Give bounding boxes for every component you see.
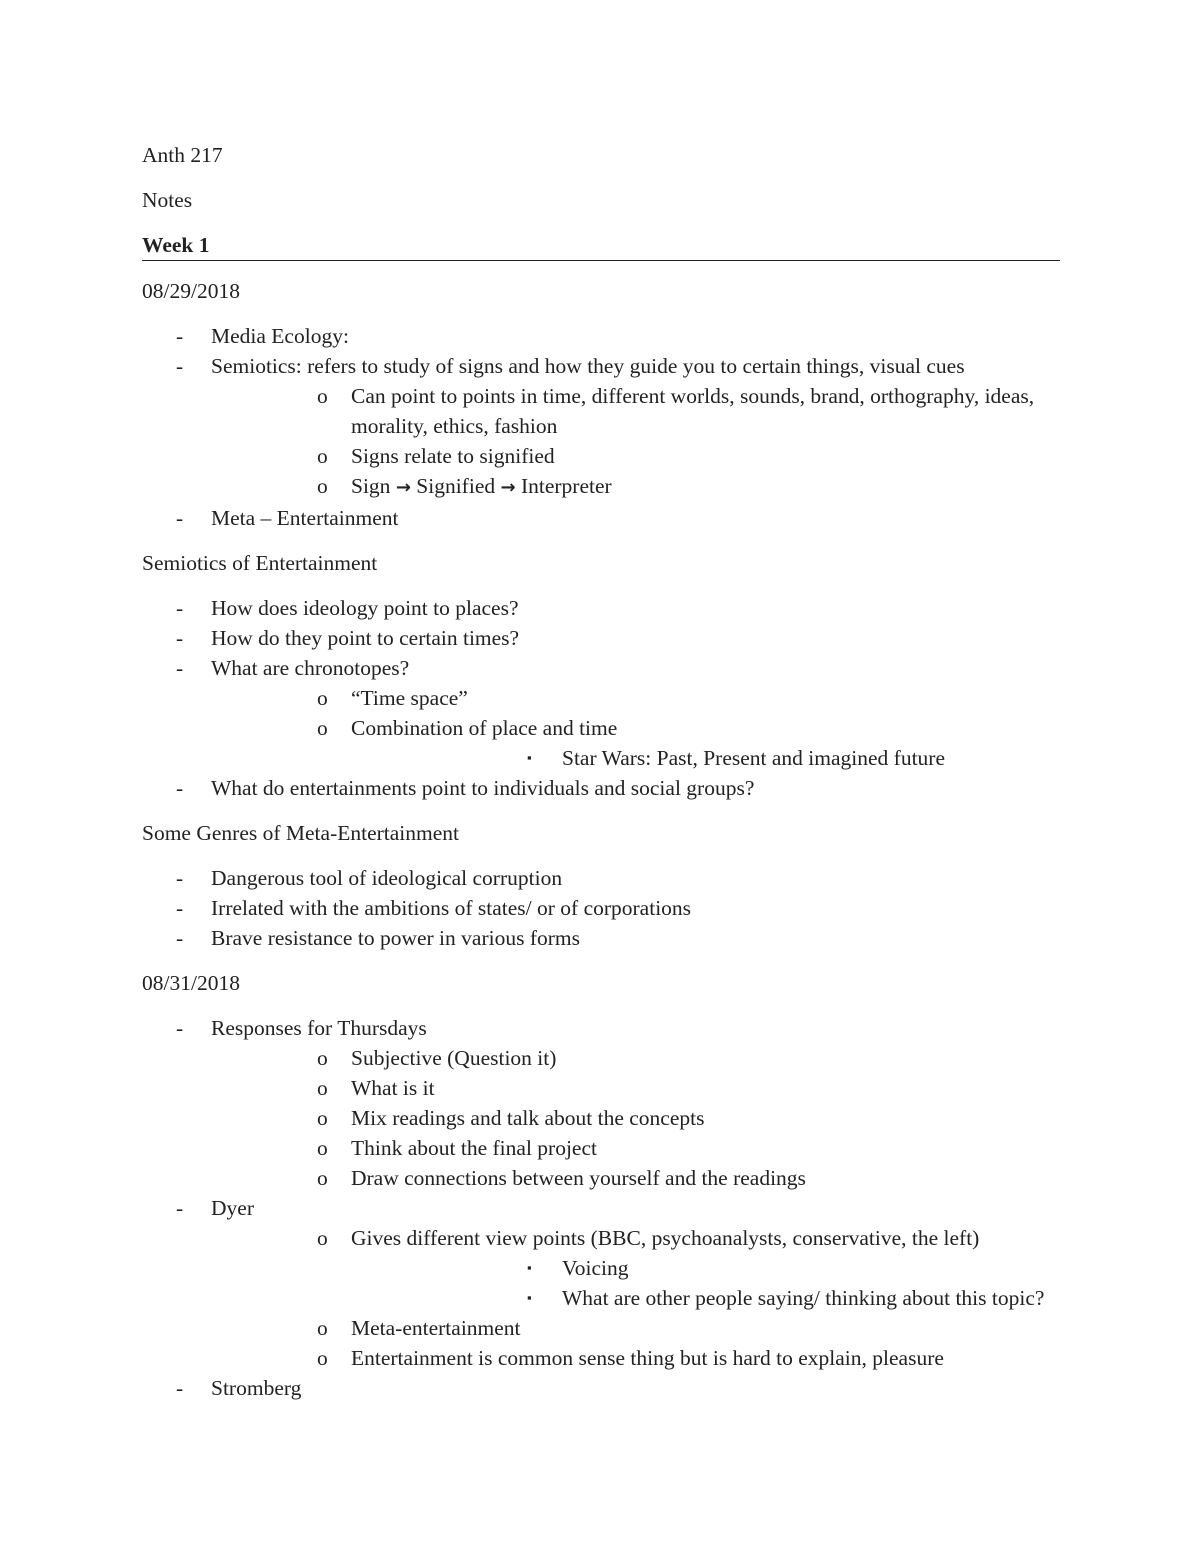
list-item-text: Brave resistance to power in various forms (211, 926, 580, 950)
sub-list (211, 1043, 1060, 1193)
sub-list-item (211, 1133, 1060, 1163)
sub-list-item-text: Entertainment is common sense thing but is hard to explain, pleasure (351, 1346, 944, 1370)
bullet-list (142, 863, 1060, 953)
list-item (142, 773, 1060, 803)
sub-sub-list (351, 743, 1060, 773)
sign-text: Sign (351, 474, 391, 498)
list-item-text: Irrelated with the ambitions of states/ or of corporations (211, 896, 692, 920)
list-item-text: Stromberg (211, 1376, 302, 1400)
list-item-text: How does ideology point to places? (211, 596, 519, 620)
sub-list-item (211, 1313, 1060, 1343)
dash-marker: - (176, 656, 184, 680)
list-item-text: Dyer (211, 1196, 254, 1220)
circle-marker: o (317, 444, 328, 468)
circle-marker: o (317, 686, 328, 710)
sub-list-item-text: Mix readings and talk about the concepts (351, 1106, 705, 1130)
sub-list-item-text: Think about the final project (351, 1136, 597, 1160)
document-page (142, 140, 1060, 1418)
sub-sub-list-item (351, 1283, 1060, 1313)
circle-marker: o (317, 1346, 328, 1370)
square-bullet-icon: ▪ (527, 1260, 532, 1275)
dash-marker: - (176, 506, 184, 530)
sub-sub-list (351, 1253, 1060, 1313)
interpreter-text: Interpreter (520, 474, 612, 498)
sub-list (211, 1223, 1060, 1373)
list-item-text: Responses for Thursdays (211, 1016, 427, 1040)
list-item (142, 863, 1060, 893)
sub-sub-list-item-text: Star Wars: Past, Present and imagined future (562, 746, 946, 770)
sub-list-item-text: What is it (351, 1076, 435, 1100)
sub-list-item (211, 713, 1060, 773)
sub-list-item-text: Can point to points in time, different worlds, sounds, brand, orthography, ideas, morality, ethics, fashion (351, 384, 1035, 438)
sub-sub-list-item-text: Voicing (562, 1256, 629, 1280)
sub-list-item (211, 1073, 1060, 1103)
sub-list-item-text: Draw connections between yourself and the readings (351, 1166, 806, 1190)
list-item-text: Meta – Entertainment (211, 506, 399, 530)
sub-list-item-text: Subjective (Question it) (351, 1046, 557, 1070)
dash-marker: - (176, 926, 184, 950)
list-item-text: How do they point to certain times? (211, 626, 520, 650)
sub-list (211, 683, 1060, 773)
right-arrow-icon: → (500, 477, 516, 498)
sub-list-item (211, 1223, 1060, 1313)
list-item (142, 1013, 1060, 1193)
sub-list-item (211, 1043, 1060, 1073)
list-item (142, 321, 1060, 351)
list-item (142, 351, 1060, 503)
dash-marker: - (176, 596, 184, 620)
list-item (142, 503, 1060, 533)
list-item (142, 593, 1060, 623)
sub-list-item-text: “Time space” (351, 686, 468, 710)
square-bullet-icon: ▪ (527, 750, 532, 765)
lecture-date: 08/31/2018 (142, 971, 240, 995)
sub-list-item (211, 471, 1060, 503)
sub-list-item-text: Combination of place and time (351, 716, 618, 740)
sub-sub-list-item (351, 1253, 1060, 1283)
course-title: Anth 217 (142, 143, 223, 167)
dash-marker: - (176, 1016, 184, 1040)
list-item-text: Media Ecology: (211, 324, 349, 348)
dash-marker: - (176, 776, 184, 800)
sub-list-item (211, 381, 1060, 441)
dash-marker: - (176, 896, 184, 920)
list-item-text: What do entertainments point to individuals and social groups? (211, 776, 755, 800)
list-item (142, 923, 1060, 953)
sub-list (211, 381, 1060, 503)
dash-marker: - (176, 866, 184, 890)
dash-marker: - (176, 1196, 184, 1220)
circle-marker: o (317, 474, 328, 498)
lecture-date: 08/29/2018 (142, 279, 240, 303)
list-item (142, 623, 1060, 653)
list-item-text: Semiotics: refers to study of signs and how they guide you to certain things, visual cues (211, 354, 965, 378)
square-bullet-icon: ▪ (527, 1290, 532, 1305)
sub-list-item (211, 1343, 1060, 1373)
sub-list-item-text: Gives different view points (BBC, psychoanalysts, conservative, the left) (351, 1226, 980, 1250)
dash-marker: - (176, 1376, 184, 1400)
signified-text: Signified (416, 474, 496, 498)
list-item (142, 653, 1060, 773)
dash-marker: - (176, 354, 184, 378)
sub-list-item (211, 441, 1060, 471)
right-arrow-icon: → (395, 477, 411, 498)
sub-list-item-text: Meta-entertainment (351, 1316, 521, 1340)
section-heading: Some Genres of Meta-Entertainment (142, 821, 460, 845)
circle-marker: o (317, 384, 328, 408)
dash-marker: - (176, 324, 184, 348)
circle-marker: o (317, 1226, 328, 1250)
dash-marker: - (176, 626, 184, 650)
bullet-list (142, 593, 1060, 803)
circle-marker: o (317, 1046, 328, 1070)
list-item (142, 893, 1060, 923)
sub-sub-list-item (351, 743, 1060, 773)
list-item (142, 1373, 1060, 1403)
sub-list-item (211, 683, 1060, 713)
list-item-text: Dangerous tool of ideological corruption (211, 866, 563, 890)
section-heading: Semiotics of Entertainment (142, 551, 378, 575)
bullet-list (142, 321, 1060, 533)
circle-marker: o (317, 1076, 328, 1100)
circle-marker: o (317, 716, 328, 740)
circle-marker: o (317, 1316, 328, 1340)
circle-marker: o (317, 1136, 328, 1160)
sub-sub-list-item-text: What are other people saying/ thinking about this topic? (562, 1286, 1045, 1310)
bullet-list (142, 1013, 1060, 1403)
circle-marker: o (317, 1166, 328, 1190)
sub-list-item (211, 1103, 1060, 1133)
list-item (142, 1193, 1060, 1373)
circle-marker: o (317, 1106, 328, 1130)
notes-subtitle: Notes (142, 188, 193, 212)
sub-list-item-text: Signs relate to signified (351, 444, 555, 468)
list-item-text: What are chronotopes? (211, 656, 410, 680)
week-heading: Week 1 (142, 230, 1060, 261)
sub-list-item (211, 1163, 1060, 1193)
